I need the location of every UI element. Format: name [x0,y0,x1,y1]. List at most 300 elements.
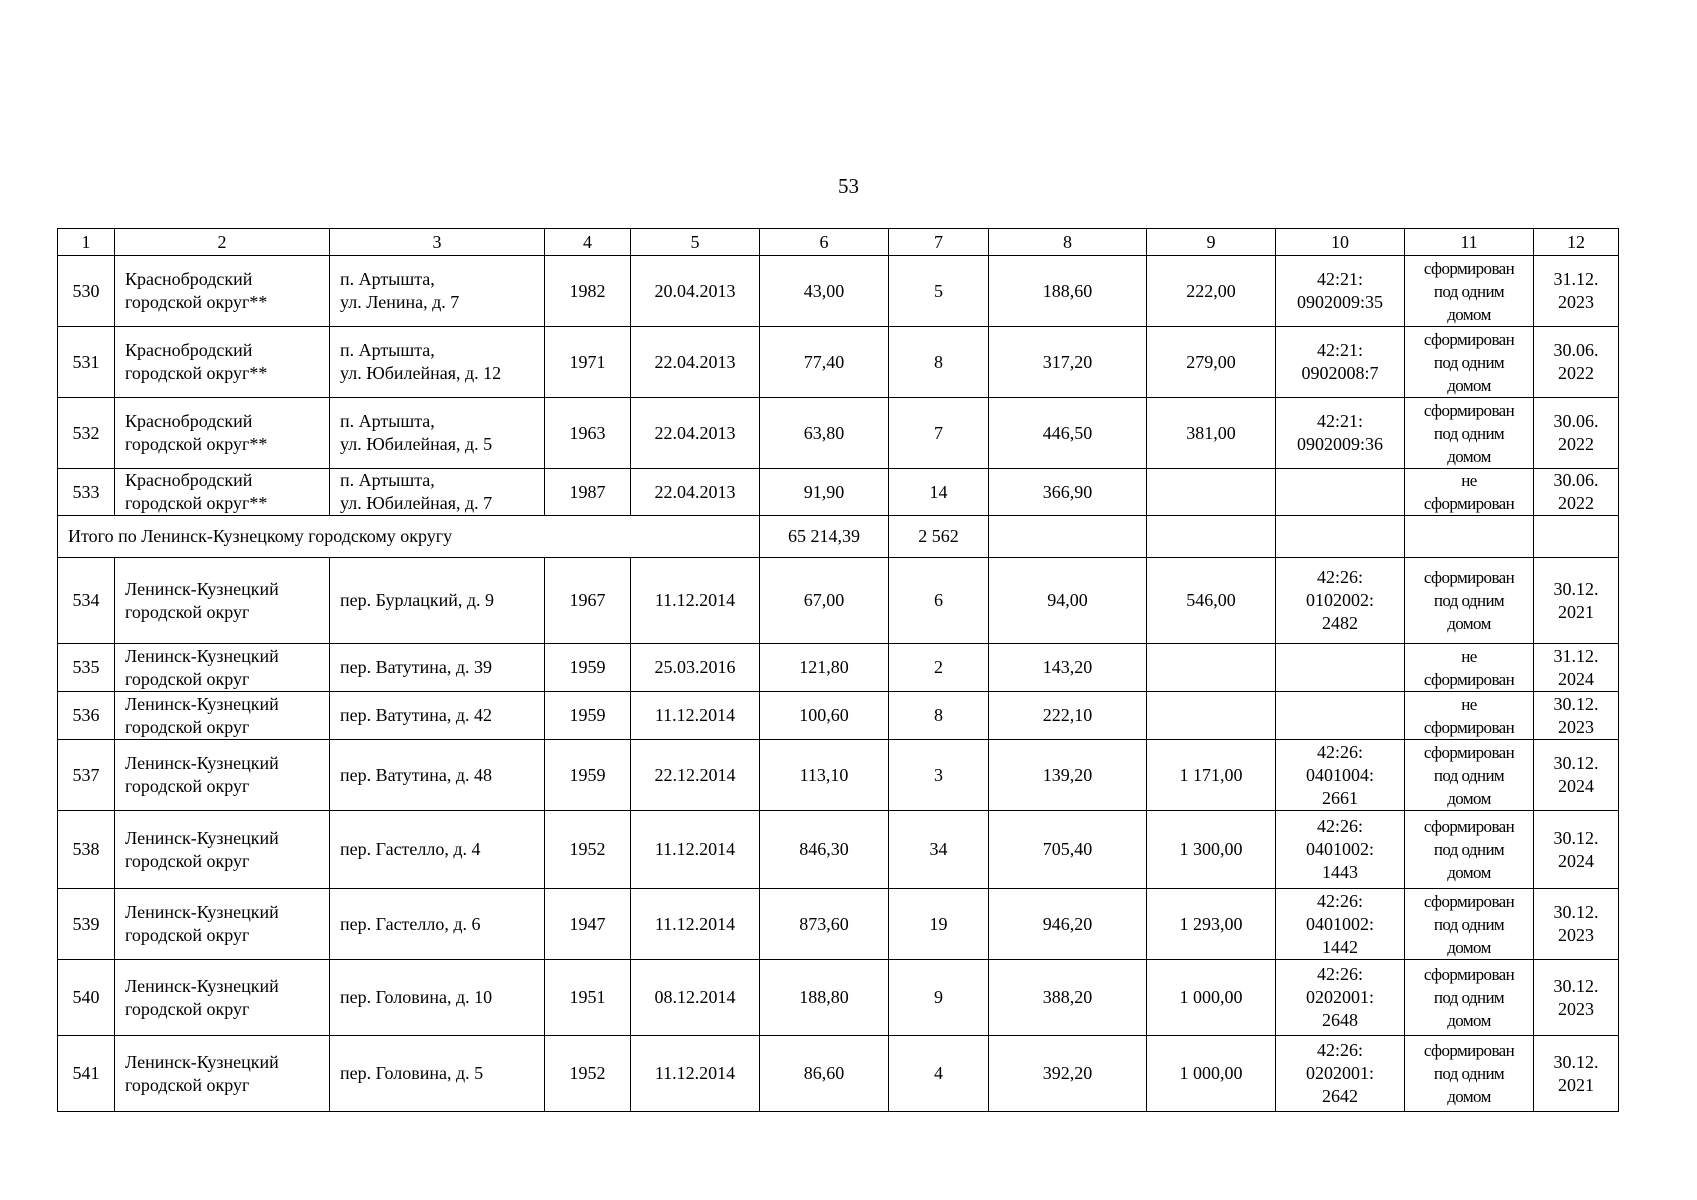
row-number-cell [58,327,115,398]
district-name: Ленинск-Кузнецкий городской округ [125,975,279,1019]
resettlement-deadline: 30.06. 2022 [1553,411,1599,454]
cadastral-number-cell [1276,692,1405,740]
table-row [58,644,1619,692]
land-area-value-cell [989,960,1147,1036]
cadastral-area-value-cell [1147,256,1276,327]
table-row [58,692,1619,740]
cadastral-number-cell [1276,960,1405,1036]
land-plot-status-cell [1405,889,1534,960]
address: пер. Ватутина, д. 42 [340,705,493,725]
recognition-date: 22.04.2013 [654,422,736,443]
column-number: 8 [989,229,1147,256]
cadastral-area-value-cell [1147,398,1276,469]
row-number-cell [58,558,115,644]
row-number: 532 [72,422,100,443]
resettlement-deadline-cell [1534,558,1619,644]
land-area-value-cell [989,398,1147,469]
residents-count-cell [889,889,989,960]
cadastral-number: 42:26: 0401002: 1442 [1305,890,1374,957]
cadastral-number: 42:26: 0401002: 1443 [1305,816,1374,882]
resettlement-deadline-cell [1534,256,1619,327]
land-plot-status: сформирован под одним домом [1423,568,1515,633]
residents-count-cell [889,398,989,469]
housing-registry-table [57,228,1619,1112]
district-name: Ленинск-Кузнецкий городской округ [125,753,279,796]
row-number: 534 [72,590,100,610]
recognition-date-cell [631,692,760,740]
cadastral-area-value-cell [1147,469,1276,516]
table-row [58,256,1619,327]
area-value-cell [760,558,889,644]
column-number: 3 [330,229,545,256]
build-year: 1951 [569,987,606,1007]
build-year-cell [545,740,631,811]
build-year-cell [545,558,631,644]
land-plot-status: сформирован под одним домом [1423,817,1515,882]
land-area-value-cell [989,811,1147,889]
page-number: 53 [838,174,859,198]
area-value: 846,30 [799,839,849,859]
area-value: 113,10 [799,764,849,785]
recognition-date-cell [631,811,760,889]
build-year: 1952 [569,1063,606,1083]
cadastral-area-value-cell [1147,889,1276,960]
resettlement-deadline-cell [1534,644,1619,692]
address: пер. Гастелло, д. 6 [340,913,481,934]
district-name: Краснобродский городской округ** [125,269,268,312]
address-cell [330,469,545,516]
area-value-cell [760,327,889,398]
area-value: 86,60 [803,1063,845,1083]
address-cell [330,327,545,398]
address-cell [330,256,545,327]
land-plot-status: сформирован под одним домом [1423,742,1515,808]
district-name: Краснобродский городской округ** [125,340,268,383]
area-value-cell [760,398,889,469]
land-area-value-cell [989,256,1147,327]
land-area-value-cell [989,889,1147,960]
build-year: 1982 [569,280,606,301]
area-value: 100,60 [799,705,849,725]
recognition-date-cell [631,644,760,692]
district-name: Краснобродский городской округ** [125,470,268,513]
residents-count: 3 [934,764,943,785]
residents-count: 14 [929,481,948,502]
table-row [58,889,1619,960]
land-area-value-cell [989,327,1147,398]
land-area-value: 705,40 [1042,839,1093,859]
land-plot-status-cell [1405,960,1534,1036]
empty-cell [1147,516,1276,558]
row-number-cell [58,889,115,960]
land-plot-status-cell [1405,558,1534,644]
row-number-cell [58,398,115,469]
build-year: 1971 [569,351,606,372]
total-residents: 2 562 [889,516,989,558]
recognition-date: 25.03.2016 [654,657,736,677]
resettlement-deadline: 30.12. 2021 [1553,1051,1599,1095]
cadastral-number: 42:26: 0401004: 2661 [1305,741,1374,808]
district-name-cell [115,889,330,960]
cadastral-number: 42:26: 0202001: 2642 [1305,1040,1374,1106]
area-value: 63,80 [803,422,845,443]
land-plot-status: не сформирован [1423,471,1515,513]
cadastral-number-cell [1276,889,1405,960]
residents-count-cell [889,469,989,516]
address-cell [330,644,545,692]
residents-count-cell [889,327,989,398]
address-cell [330,692,545,740]
build-year-cell [545,1036,631,1112]
address: пер. Гастелло, д. 4 [340,839,481,859]
land-plot-status-cell [1405,469,1534,516]
land-area-value-cell [989,558,1147,644]
recognition-date: 11.12.2014 [654,590,736,610]
cadastral-number-cell [1276,398,1405,469]
table-body [58,229,1619,1112]
column-number: 1 [58,229,115,256]
area-value-cell [760,469,889,516]
address-cell [330,889,545,960]
row-number: 538 [72,839,100,859]
resettlement-deadline-cell [1534,692,1619,740]
cadastral-area-value-cell [1147,1036,1276,1112]
address-cell [330,1036,545,1112]
cadastral-number-cell [1276,256,1405,327]
column-number: 6 [760,229,889,256]
total-row [58,516,1619,558]
cadastral-number: 42:26: 0102002: 2482 [1305,567,1374,633]
row-number-cell [58,469,115,516]
district-name: Краснобродский городской округ** [125,411,268,454]
area-value: 91,90 [803,481,845,502]
row-number-cell [58,256,115,327]
district-name-cell [115,692,330,740]
address: пер. Головина, д. 5 [340,1063,484,1083]
land-area-value-cell [989,692,1147,740]
district-name: Ленинск-Кузнецкий городской округ [125,645,279,689]
recognition-date-cell [631,469,760,516]
district-name-cell [115,644,330,692]
column-number: 10 [1276,229,1405,256]
area-value-cell [760,644,889,692]
resettlement-deadline-cell [1534,398,1619,469]
land-area-value: 222,10 [1042,705,1093,725]
cadastral-area-value-cell [1147,327,1276,398]
build-year-cell [545,469,631,516]
table-row [58,398,1619,469]
build-year-cell [545,889,631,960]
address: п. Артышта, ул. Юбилейная, д. 12 [340,340,502,383]
row-number: 536 [72,705,100,725]
column-number: 11 [1405,229,1534,256]
residents-count: 8 [934,351,943,372]
build-year: 1959 [569,764,606,785]
land-area-value: 366,90 [1042,481,1093,502]
recognition-date: 22.12.2014 [654,764,736,785]
district-name: Ленинск-Кузнецкий городской округ [125,578,279,622]
column-number: 12 [1534,229,1619,256]
land-area-value-cell [989,469,1147,516]
residents-count-cell [889,1036,989,1112]
build-year-cell [545,398,631,469]
recognition-date-cell [631,327,760,398]
residents-count-cell [889,811,989,889]
table-row [58,558,1619,644]
cadastral-number-cell [1276,644,1405,692]
recognition-date-cell [631,740,760,811]
resettlement-deadline: 31.12. 2024 [1553,645,1599,689]
address: п. Артышта, ул. Ленина, д. 7 [340,269,460,312]
address-cell [330,960,545,1036]
land-plot-status: сформирован под одним домом [1423,329,1515,395]
build-year: 1963 [569,422,606,443]
residents-count: 9 [934,987,943,1007]
area-value-cell [760,692,889,740]
residents-count: 7 [934,422,943,443]
land-plot-status-cell [1405,327,1534,398]
land-area-value: 317,20 [1042,351,1093,372]
cadastral-number-cell [1276,469,1405,516]
address: пер. Бурлацкий, д. 9 [340,590,495,610]
recognition-date: 08.12.2014 [654,987,736,1007]
recognition-date: 11.12.2014 [654,839,736,859]
empty-cell [1534,516,1619,558]
row-number-cell [58,740,115,811]
land-area-value: 94,00 [1047,590,1088,610]
row-number: 531 [72,351,100,372]
address: п. Артышта, ул. Юбилейная, д. 5 [340,411,493,454]
address-cell [330,811,545,889]
resettlement-deadline: 30.12. 2021 [1553,578,1599,622]
row-number: 535 [72,657,100,677]
district-name: Ленинск-Кузнецкий городской округ [125,902,279,945]
resettlement-deadline: 30.06. 2022 [1553,340,1599,383]
recognition-date-cell [631,960,760,1036]
land-area-value: 143,20 [1042,657,1093,677]
land-area-value: 188,60 [1042,280,1093,301]
build-year: 1952 [569,839,606,859]
resettlement-deadline-cell [1534,327,1619,398]
area-value-cell [760,740,889,811]
row-number: 541 [72,1063,100,1083]
resettlement-deadline-cell [1534,740,1619,811]
cadastral-number: 42:26: 0202001: 2648 [1305,964,1374,1030]
resettlement-deadline-cell [1534,960,1619,1036]
table-row [58,469,1619,516]
area-value: 67,00 [803,590,845,610]
table-row [58,960,1619,1036]
district-name-cell [115,327,330,398]
cadastral-area-value-cell [1147,558,1276,644]
row-number-cell [58,692,115,740]
district-name: Ленинск-Кузнецкий городской округ [125,693,279,737]
build-year: 1967 [569,590,606,610]
land-plot-status: сформирован под одним домом [1423,258,1515,324]
resettlement-deadline: 30.12. 2023 [1553,693,1599,737]
build-year: 1959 [569,705,606,725]
residents-count: 2 [934,657,943,677]
land-plot-status: сформирован под одним домом [1423,1041,1515,1106]
build-year-cell [545,960,631,1036]
cadastral-area-value: 279,00 [1186,351,1236,372]
build-year-cell [545,811,631,889]
land-area-value-cell [989,740,1147,811]
land-plot-status-cell [1405,811,1534,889]
land-area-value: 139,20 [1042,764,1093,785]
district-name-cell [115,256,330,327]
cadastral-area-value-cell [1147,692,1276,740]
empty-cell [1405,516,1534,558]
residents-count-cell [889,740,989,811]
table-row [58,740,1619,811]
area-value-cell [760,256,889,327]
district-name: Ленинск-Кузнецкий городской округ [125,827,279,871]
empty-cell [1276,516,1405,558]
land-plot-status-cell [1405,740,1534,811]
residents-count-cell [889,692,989,740]
recognition-date: 11.12.2014 [654,1063,736,1083]
land-plot-status-cell [1405,1036,1534,1112]
land-plot-status: сформирован под одним домом [1423,891,1515,957]
land-area-value: 946,20 [1042,913,1093,934]
resettlement-deadline: 30.06. 2022 [1553,470,1599,513]
district-name-cell [115,398,330,469]
area-value-cell [760,1036,889,1112]
area-value-cell [760,889,889,960]
cadastral-area-value-cell [1147,740,1276,811]
cadastral-area-value: 1 300,00 [1179,839,1243,859]
area-value: 43,00 [803,280,845,301]
land-plot-status: не сформирован [1423,694,1515,737]
row-number-cell [58,644,115,692]
resettlement-deadline-cell [1534,889,1619,960]
district-name-cell [115,740,330,811]
cadastral-area-value: 546,00 [1186,590,1236,610]
build-year-cell [545,692,631,740]
cadastral-number: 42:21: 0902009:36 [1296,411,1383,454]
table-row [58,811,1619,889]
land-plot-status: не сформирован [1423,646,1515,689]
row-number-cell [58,960,115,1036]
land-area-value-cell [989,1036,1147,1112]
resettlement-deadline: 30.12. 2024 [1553,827,1599,871]
total-area: 65 214,39 [760,516,889,558]
recognition-date: 22.04.2013 [654,481,736,502]
recognition-date-cell [631,398,760,469]
recognition-date-cell [631,1036,760,1112]
area-value-cell [760,811,889,889]
build-year: 1959 [569,657,606,677]
column-number: 5 [631,229,760,256]
build-year-cell [545,644,631,692]
land-plot-status-cell [1405,256,1534,327]
residents-count: 5 [934,280,943,301]
land-area-value: 392,20 [1042,1063,1093,1083]
cadastral-number-cell [1276,811,1405,889]
row-number: 537 [72,764,100,785]
cadastral-area-value: 222,00 [1186,280,1236,301]
resettlement-deadline: 30.12. 2024 [1553,753,1599,796]
cadastral-area-value-cell [1147,960,1276,1036]
recognition-date-cell [631,256,760,327]
cadastral-area-value: 1 171,00 [1179,764,1243,785]
cadastral-area-value: 381,00 [1186,422,1236,443]
row-number-cell [58,811,115,889]
cadastral-number-cell [1276,740,1405,811]
address-cell [330,398,545,469]
row-number: 530 [72,280,100,301]
residents-count: 8 [934,705,943,725]
cadastral-area-value: 1 293,00 [1179,913,1243,934]
recognition-date: 11.12.2014 [654,705,736,725]
residents-count-cell [889,558,989,644]
address: пер. Головина, д. 10 [340,987,493,1007]
residents-count: 19 [929,913,948,934]
row-number: 540 [72,987,100,1007]
address: пер. Ватутина, д. 39 [340,657,493,677]
resettlement-deadline-cell [1534,469,1619,516]
build-year-cell [545,256,631,327]
recognition-date-cell [631,558,760,644]
row-number-cell [58,1036,115,1112]
cadastral-number-cell [1276,1036,1405,1112]
land-area-value: 388,20 [1042,987,1093,1007]
recognition-date: 11.12.2014 [654,913,736,934]
cadastral-area-value: 1 000,00 [1179,987,1243,1007]
resettlement-deadline: 30.12. 2023 [1553,902,1599,945]
resettlement-deadline-cell [1534,811,1619,889]
build-year-cell [545,327,631,398]
cadastral-number-cell [1276,327,1405,398]
land-area-value: 446,50 [1042,422,1093,443]
district-name-cell [115,811,330,889]
row-number: 533 [72,481,100,502]
land-plot-status-cell [1405,692,1534,740]
residents-count-cell [889,256,989,327]
empty-cell [989,516,1147,558]
resettlement-deadline: 30.12. 2023 [1553,975,1599,1019]
land-plot-status: сформирован под одним домом [1423,400,1515,466]
table-row [58,327,1619,398]
cadastral-number-cell [1276,558,1405,644]
cadastral-area-value-cell [1147,811,1276,889]
area-value: 77,40 [803,351,845,372]
table-row [58,1036,1619,1112]
residents-count-cell [889,644,989,692]
recognition-date: 20.04.2013 [654,280,736,301]
district-name-cell [115,558,330,644]
district-name-cell [115,469,330,516]
area-value-cell [760,960,889,1036]
total-label: Итого по Ленинск-Кузнецкому городскому округу [58,516,760,558]
area-value: 121,80 [799,657,849,677]
area-value: 873,60 [799,913,849,934]
land-plot-status: сформирован под одним домом [1423,965,1515,1030]
build-year: 1987 [569,481,606,502]
address: пер. Ватутина, д. 48 [340,764,493,785]
recognition-date-cell [631,889,760,960]
residents-count: 4 [934,1063,943,1083]
cadastral-area-value: 1 000,00 [1179,1063,1243,1083]
column-number-row [58,229,1619,256]
district-name-cell [115,1036,330,1112]
cadastral-area-value-cell [1147,644,1276,692]
area-value: 188,80 [799,987,849,1007]
build-year: 1947 [569,913,606,934]
land-plot-status-cell [1405,644,1534,692]
resettlement-deadline-cell [1534,1036,1619,1112]
